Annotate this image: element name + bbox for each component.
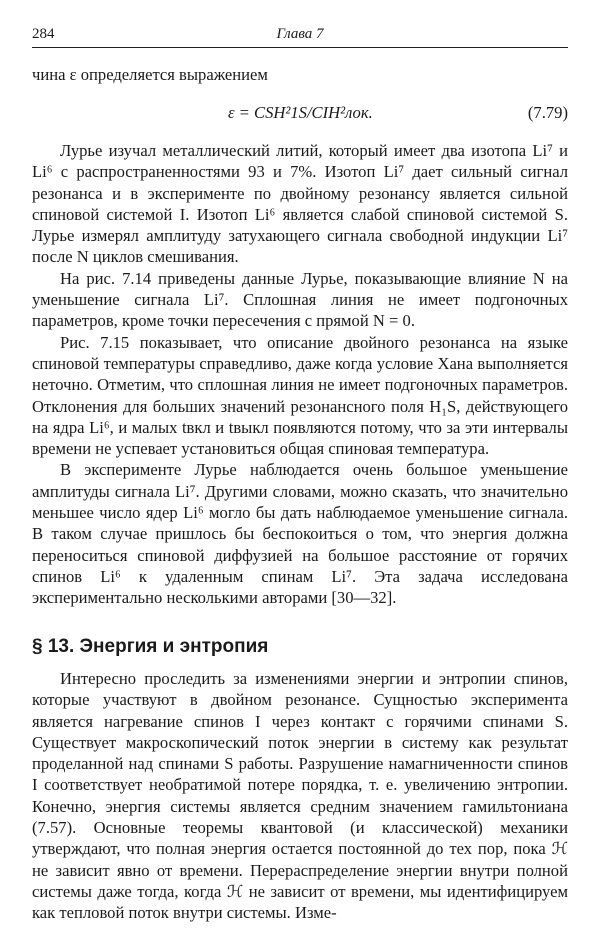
header-rule bbox=[32, 47, 568, 48]
section-heading: § 13. Энергия и энтропия bbox=[32, 636, 269, 657]
paragraph-diffusion: В эксперименте Лурье наблюдается очень большое уменьшение амплитуды сигнала Li⁷. Другими словами, можно сказать, что значительно меньшее число ядер Li⁶ могло бы дать наблюдаемое уменьшение сигнала. В таком случае пришлось бы беспокоиться о том, что энергия должна переноситься спиновой диффузией на большое расстояние от горячих спинов Li⁶ к удаленным спинам Li⁷. Эта задача исследована экспериментально несколькими авторами [30—32]. bbox=[32, 460, 568, 608]
equation-number: (7.79) bbox=[527, 103, 568, 122]
paragraph-fig-7-14: На рис. 7.14 приведены данные Лурье, показывающие влияние N на уменьшение сигнала Li⁷. Сплошная линия не имеет подгоночных параметров, кроме точки пересечения с прямой N = 0. bbox=[32, 268, 568, 331]
intro-line: чина ε определяется выражением bbox=[32, 65, 268, 84]
body-text-top bbox=[32, 140, 568, 609]
page-number: 284 bbox=[32, 26, 55, 42]
paragraph-lithium: Лурье изучал металлический литий, который имеет два изотопа Li⁷ и Li⁶ с распространенностями 93 и 7%. Изотоп Li⁷ дает сильный сигнал резонанса и в эксперименте по двойному резонансу является сильной спиновой системой I. Изотоп Li⁶ является слабой спиновой системой S. Лурье измерял амплитуду затухающего сигнала свободной индукции Li⁷ после N циклов смешивания. bbox=[32, 141, 568, 267]
equation-7-79 bbox=[32, 103, 568, 127]
chapter-title: Глава 7 bbox=[276, 26, 324, 42]
paragraph-fig-7-15: Рис. 7.15 показывает, что описание двойного резонанса на языке спиновой температуры справедливо, даже когда условие Хана выполняется неточно. Отметим, что сплошная линия не имеет подгоночных параметров. Отклонения для больших значений резонансного поля H₁S, действующего на ядра Li⁶, и малых tвкл и tвыкл появляются потому, что за эти интервалы времени не успевает установиться общая спиновая температура. bbox=[32, 332, 568, 459]
body-text-bottom bbox=[32, 668, 568, 924]
running-header bbox=[32, 26, 568, 48]
intro-text bbox=[32, 64, 568, 85]
paragraph-energy-entropy: Интересно проследить за изменениями энергии и энтропии спинов, которые участвуют в двойном резонансе. Сущностью эксперимента является нагревание спинов I через контакт с горячими спинами S. Существует макроскопический поток энергии в систему как результат проделанной над спинами S работы. Разрушение намагниченности спинов I соответствует необратимой потере порядка, т. е. увеличению энтропии. Конечно, энергия системы является средним значением гамильтониана (7.57). Основные теоремы квантовой (и классической) механики утверждают, что полная энергия остается постоянной до тех пор, пока ℋ не зависит явно от времени. Перераспределение энергии внутри полной системы даже тогда, когда ℋ не зависит от времени, мы идентифицируем как тепловой поток внутри системы. Изме- bbox=[32, 669, 568, 923]
equation-body: ε = CSH²1S/CIH²лок. bbox=[228, 103, 373, 122]
